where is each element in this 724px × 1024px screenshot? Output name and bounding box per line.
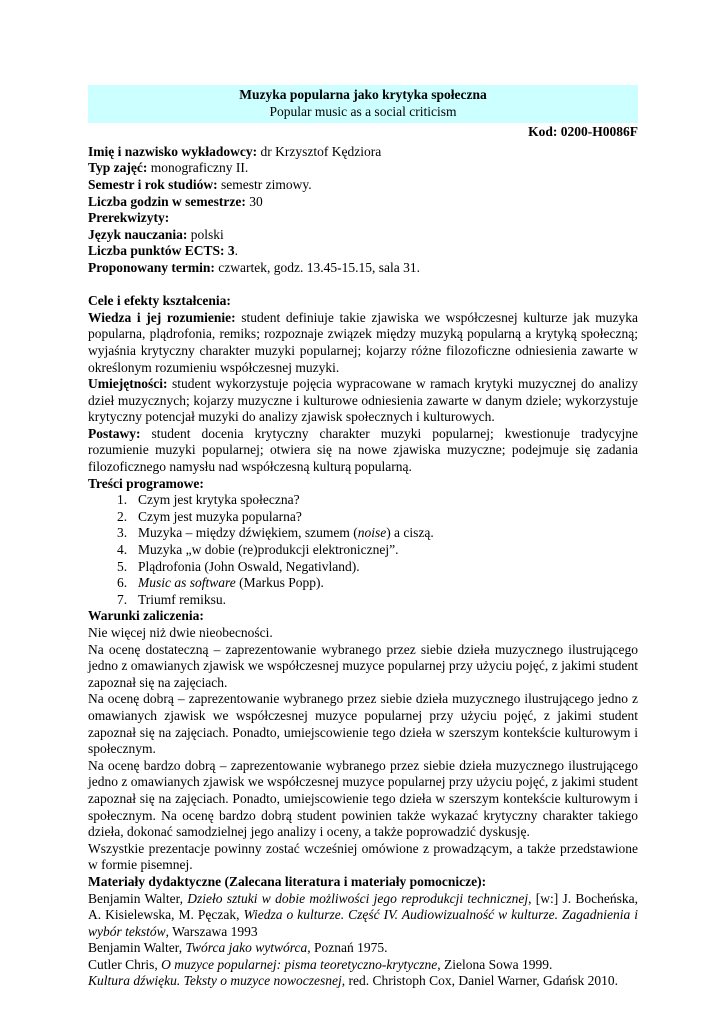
text-segment: Warunki zaliczenia: bbox=[88, 608, 204, 624]
course-title-polish: Muzyka popularna jako krytyka społeczna bbox=[239, 87, 487, 102]
program-item bbox=[88, 575, 638, 592]
language-line bbox=[88, 227, 638, 244]
list-item-number: 4. bbox=[117, 542, 128, 558]
knowledge-paragraph bbox=[88, 310, 638, 376]
grade-verygood-paragraph bbox=[88, 758, 638, 841]
list-item-text bbox=[138, 559, 638, 576]
section-heading-program bbox=[88, 476, 638, 493]
text-segment: Liczba godzin w semestrze: bbox=[88, 193, 246, 209]
text-segment: student wykorzystuje pojęcia wypracowane w ramach krytyki muzycznej do analizy dzieł muzycznych; kojarzy muzyczne i kulturowe odniesienia zawarte w danym dziele; wykorzystuje krytyczny potencjał muzyki do analizy zjawisk społecznych i kulturowych. bbox=[88, 376, 638, 425]
text-segment: Plądrofonia (John Oswald, Negativland). bbox=[138, 558, 360, 574]
text-segment: Na ocenę dobrą – zaprezentowanie wybranego przez siebie dzieła muzycznego ilustrującego jedno z omawianych zjawisk we współczesnej muzyce popularnej przy użyciu pojęć, z jakimi student zapoznał się na zajęciach. Ponadto, umiejscowienie tego dzieła w szerszym kontekście kulturowym i społecznym. bbox=[88, 691, 638, 757]
text-segment: Wszystkie prezentacje powinny zostać wcześniej omówione z prowadzącym, a także przedstawione w formie pisemnej. bbox=[88, 840, 638, 873]
text-segment: Liczba punktów ECTS: 3 bbox=[88, 243, 235, 259]
hours-line bbox=[88, 194, 638, 211]
program-item bbox=[88, 525, 638, 542]
text-segment: , Zielona Sowa 1999. bbox=[437, 956, 553, 972]
text-segment: Wiedza o kulturze. Część IV. Audiowizualność w kulturze. Zagadnienia i wybór tekstów bbox=[88, 907, 638, 939]
attitudes-paragraph bbox=[88, 426, 638, 476]
list-item-number: 7. bbox=[117, 591, 128, 607]
grade-good-paragraph bbox=[88, 691, 638, 757]
text-segment: Na ocenę dostateczną – zaprezentowanie wybranego przez siebie dzieła muzycznego ilustrującego jedno z omawianych zjawisk we współczesnej muzyce popularnej przy użyciu pojęć, z jakimi student zapoznał się na zajęciach. bbox=[88, 641, 638, 690]
text-segment: Wiedza i jej rozumienie: bbox=[88, 309, 236, 325]
program-item bbox=[88, 592, 638, 609]
bibliography-entry bbox=[88, 957, 638, 974]
text-segment: Benjamin Walter, bbox=[88, 890, 188, 906]
semester-line bbox=[88, 177, 638, 194]
text-segment: Muzyka – między dźwiękiem, szumem ( bbox=[138, 525, 358, 541]
text-segment: Cutler Chris, bbox=[88, 956, 162, 972]
text-segment: polski bbox=[187, 226, 224, 242]
program-item bbox=[88, 559, 638, 576]
list-item-number: 2. bbox=[117, 508, 128, 524]
text-segment: Nie więcej niż dwie nieobecności. bbox=[88, 625, 273, 640]
text-segment: Triumf remiksu. bbox=[138, 591, 227, 607]
list-item-text bbox=[138, 509, 638, 526]
text-segment: dr Krzysztof Kędziora bbox=[257, 143, 382, 159]
section-heading-goals bbox=[88, 293, 638, 310]
blank-line bbox=[88, 277, 638, 294]
absence-rule bbox=[88, 625, 638, 642]
text-segment: Semestr i rok studiów: bbox=[88, 176, 218, 192]
grade-satisfactory-paragraph bbox=[88, 642, 638, 692]
lecturer-line bbox=[88, 144, 638, 161]
list-item-text bbox=[138, 492, 638, 509]
list-item-number: 3. bbox=[117, 525, 128, 541]
text-segment: (Markus Popp). bbox=[235, 575, 324, 591]
text-segment: student docenia krytyczny charakter muzyki popularnej; kwestionuje tradycyjne rozumienie muzyki popularnej; otwiera się na nowe zjawiska muzyczne; podejmuje się zadania filozoficznego namysłu nad współczesną kulturą popularną. bbox=[88, 425, 638, 475]
text-segment: Music as software bbox=[138, 575, 236, 591]
list-item-number: 1. bbox=[117, 492, 128, 508]
bibliography-entry bbox=[88, 940, 638, 957]
text-segment: Kultura dźwięku. Teksty o muzyce nowoczesnej bbox=[88, 973, 342, 989]
text-segment: student definiuje takie zjawiska we współczesnej kulturze jak muzyka popularna, plądrofonia, remiks; rozpoznaje związek między muzyką popularną a krytyką społeczną; wyjaśnia krytyczny charakter muzyki popularnej; kojarzy różne filozoficzne odniesienia zawarte w określonym rozumieniu współczesnej muzyki. bbox=[88, 309, 639, 375]
document-body bbox=[88, 144, 638, 990]
text-segment: . bbox=[234, 243, 239, 259]
list-item-number: 5. bbox=[117, 558, 128, 574]
text-segment: noise bbox=[357, 525, 387, 541]
course-title-english: Popular music as a social criticism bbox=[269, 103, 457, 119]
text-segment: , red. Christoph Cox, Daniel Warner, Gdańsk 2010. bbox=[341, 973, 619, 989]
section-heading-grading bbox=[88, 608, 638, 625]
text-segment: , [w:] J. Bocheńska, A. Kisielewska, M. Pęczak, bbox=[88, 890, 638, 923]
text-segment: Prerekwizyty: bbox=[88, 210, 170, 226]
list-item-text bbox=[138, 542, 638, 559]
program-item bbox=[88, 509, 638, 526]
bibliography-entry bbox=[88, 891, 638, 941]
text-segment: Proponowany termin: bbox=[88, 259, 215, 275]
text-segment: , Warszawa 1993 bbox=[165, 923, 258, 939]
list-item-text bbox=[138, 592, 638, 609]
text-segment: Benjamin Walter, bbox=[88, 940, 186, 956]
schedule-line bbox=[88, 260, 638, 277]
text-segment: Imię i nazwisko wykładowcy: bbox=[88, 143, 258, 159]
program-item bbox=[88, 542, 638, 559]
text-segment: ) a ciszą. bbox=[386, 525, 434, 541]
text-segment: Materiały dydaktyczne (Zalecana literatura i materiały pomocnicze): bbox=[88, 873, 487, 889]
text-segment: Twórca jako wytwórca bbox=[185, 940, 308, 956]
skills-paragraph bbox=[88, 376, 638, 426]
text-segment: Muzyka „w dobie (re)produkcji elektronicznej”. bbox=[138, 542, 399, 558]
text-segment: Treści programowe: bbox=[88, 475, 204, 491]
text-segment: Umiejętności: bbox=[88, 376, 168, 392]
text-segment: 30 bbox=[245, 193, 263, 209]
course-type-line bbox=[88, 160, 638, 177]
text-segment: czwartek, godz. 13.45-15.15, sala 31. bbox=[214, 259, 420, 275]
list-item-number: 6. bbox=[117, 575, 128, 591]
text-segment: semestr zimowy. bbox=[217, 176, 312, 192]
presentations-note bbox=[88, 841, 638, 874]
text-segment: Cele i efekty kształcenia: bbox=[88, 293, 231, 309]
text-segment: Typ zajęć: bbox=[88, 160, 148, 176]
text-segment: monograficzny II. bbox=[147, 160, 249, 176]
text-segment: Czym jest muzyka popularna? bbox=[138, 508, 302, 524]
text-segment: Język nauczania: bbox=[88, 226, 188, 242]
text-segment: O muzyce popularnej: pisma teoretyczno-krytyczne bbox=[161, 956, 438, 972]
text-segment: Na ocenę bardzo dobrą – zaprezentowanie wybranego przez siebie dzieła muzycznego ilustrującego jedno z omawianych zjawisk we współczesnej muzyce popularnej przy użyciu pojęć, z jakimi student zapoznał się na zajęciach. Ponadto, umiejscowienie tego dzieła w szerszym kontekście kulturowym i społecznym. Na ocenę bardzo dobrą student powinien także wykazać krytyczny charakter takiego dzieła, dokonać samodzielnej jego analizy i oceny, a także poprowadzić dyskusję. bbox=[88, 757, 638, 840]
text-segment: Postawy: bbox=[88, 425, 141, 441]
program-item bbox=[88, 492, 638, 509]
text-segment: Dzieło sztuki w dobie możliwości jego reprodukcji technicznej bbox=[187, 890, 529, 906]
section-heading-materials bbox=[88, 874, 638, 891]
bibliography-entry bbox=[88, 973, 638, 990]
course-code: Kod: 0200-H0086F bbox=[528, 124, 638, 140]
text-segment: , Poznań 1975. bbox=[307, 940, 388, 956]
list-item-text bbox=[138, 575, 638, 592]
text-segment: Czym jest krytyka społeczna? bbox=[138, 492, 300, 508]
ects-line bbox=[88, 243, 638, 260]
prerequisites-line bbox=[88, 210, 638, 227]
course-header bbox=[88, 85, 638, 123]
list-item-text bbox=[138, 525, 638, 542]
